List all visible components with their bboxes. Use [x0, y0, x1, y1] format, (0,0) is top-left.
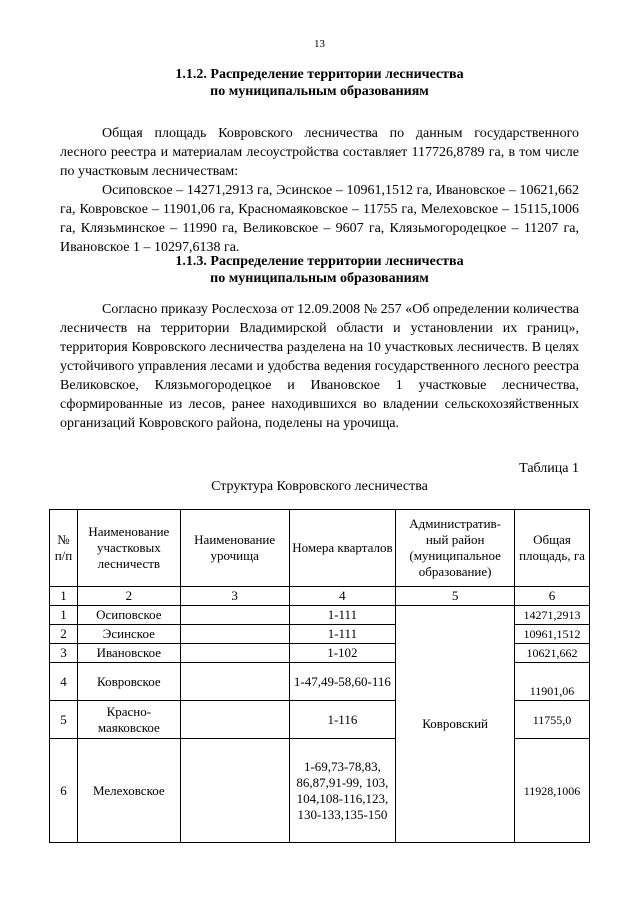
column-number: 4 [289, 587, 396, 606]
section-heading-line: по муниципальным образованиям [210, 271, 429, 286]
header-district-forestry: Наименование участковых лесничеств [77, 510, 180, 587]
row-number: 1 [50, 606, 78, 625]
district-areas-paragraph: Осиповское – 14271,2913 га, Эсинское – 10961,1512 га, Ивановское – 10621,662 га, Ковровское – 11901,06 га, Красномаяковское – 11755 га, Мелеховское – 15115,1006 га, Клязьминское – 11990 га, Великовское – 9607 га, Клязьмогородецкое – 11207 га, Ивановское 1 – 10297,6138 га. [60, 183, 579, 255]
row-name: Ивановское [77, 644, 180, 663]
row-tract [180, 739, 289, 843]
header-tract: Наименование урочища [180, 510, 289, 587]
row-tract [180, 644, 289, 663]
column-number: 6 [515, 587, 590, 606]
table-caption: Структура Ковровского лесничества [211, 479, 428, 494]
row-number: 4 [50, 663, 78, 701]
column-number: 5 [396, 587, 515, 606]
column-number: 1 [50, 587, 78, 606]
row-number: 5 [50, 701, 78, 739]
row-quarters: 1-69,73-78,83, 86,87,91-99, 103, 104,108-116,123, 130-133,135-150 [289, 739, 396, 843]
section-heading-line: по муниципальным образованиям [210, 84, 429, 99]
row-name: Мелеховское [77, 739, 180, 843]
row-name: Ковровское [77, 663, 180, 701]
header-quarters: Номера кварталов [289, 510, 396, 587]
row-tract [180, 701, 289, 739]
row-number: 6 [50, 739, 78, 843]
row-number: 3 [50, 644, 78, 663]
table-label: Таблица 1 [519, 461, 579, 476]
row-area: 11901,06 [515, 663, 590, 701]
column-number: 3 [180, 587, 289, 606]
table-row [50, 606, 590, 625]
section-1-1-2-body [60, 124, 579, 257]
table-header-row [50, 510, 590, 587]
row-name: Эсинское [77, 625, 180, 644]
row-number: 2 [50, 625, 78, 644]
row-name: Осиповское [77, 606, 180, 625]
column-number-row [50, 587, 590, 606]
row-quarters: 1-116 [289, 701, 396, 739]
row-tract [180, 663, 289, 701]
header-admin-district: Административ-ный район (муниципальное образование) [396, 510, 515, 587]
row-quarters: 1-111 [289, 625, 396, 644]
row-tract [180, 606, 289, 625]
row-area: 10961,1512 [515, 625, 590, 644]
total-area-paragraph: Общая площадь Ковровского лесничества по данным государственного лесного реестра и материалам лесоустройства составляет 117726,8789 га, в том числе по участковым лесничествам: [60, 126, 579, 179]
forestry-structure-table [49, 509, 590, 843]
row-area: 10621,662 [515, 644, 590, 663]
header-number: № п/п [50, 510, 78, 587]
page-number: 13 [314, 38, 325, 50]
row-quarters: 1-47,49-58,60-116 [289, 663, 396, 701]
row-tract [180, 625, 289, 644]
row-area: 11928,1006 [515, 739, 590, 843]
row-quarters: 1-102 [289, 644, 396, 663]
row-area: 14271,2913 [515, 606, 590, 625]
admin-district-cell: Ковровский [396, 606, 515, 843]
row-name: Красно-маяковское [77, 701, 180, 739]
section-1-1-3-body [60, 300, 579, 433]
row-quarters: 1-111 [289, 606, 396, 625]
section-heading-line: 1.1.2. Распределение территории лесничества [175, 67, 464, 82]
header-total-area: Общая площадь, га [515, 510, 590, 587]
section-heading-1-1-2 [60, 66, 579, 100]
order-paragraph: Согласно приказу Рослесхоза от 12.09.2008 № 257 «Об определении количества лесничеств на территории Владимирской области и установлении их границ», территория Ковровского лесничества разделена на 10 участковых лесничеств. В целях устойчивого управления лесами и удобства ведения государственного лесного реестра Великовское, Клязьмогородецкое и Ивановское 1 участковые лесничества, сформированные из лесов, ранее находившихся во владении сельскохозяйственных организаций Ковровского района, поделены на урочища. [60, 302, 579, 431]
section-heading-line: 1.1.3. Распределение территории лесничества [175, 254, 464, 269]
row-area: 11755,0 [515, 701, 590, 739]
section-heading-1-1-3 [60, 253, 579, 287]
column-number: 2 [77, 587, 180, 606]
